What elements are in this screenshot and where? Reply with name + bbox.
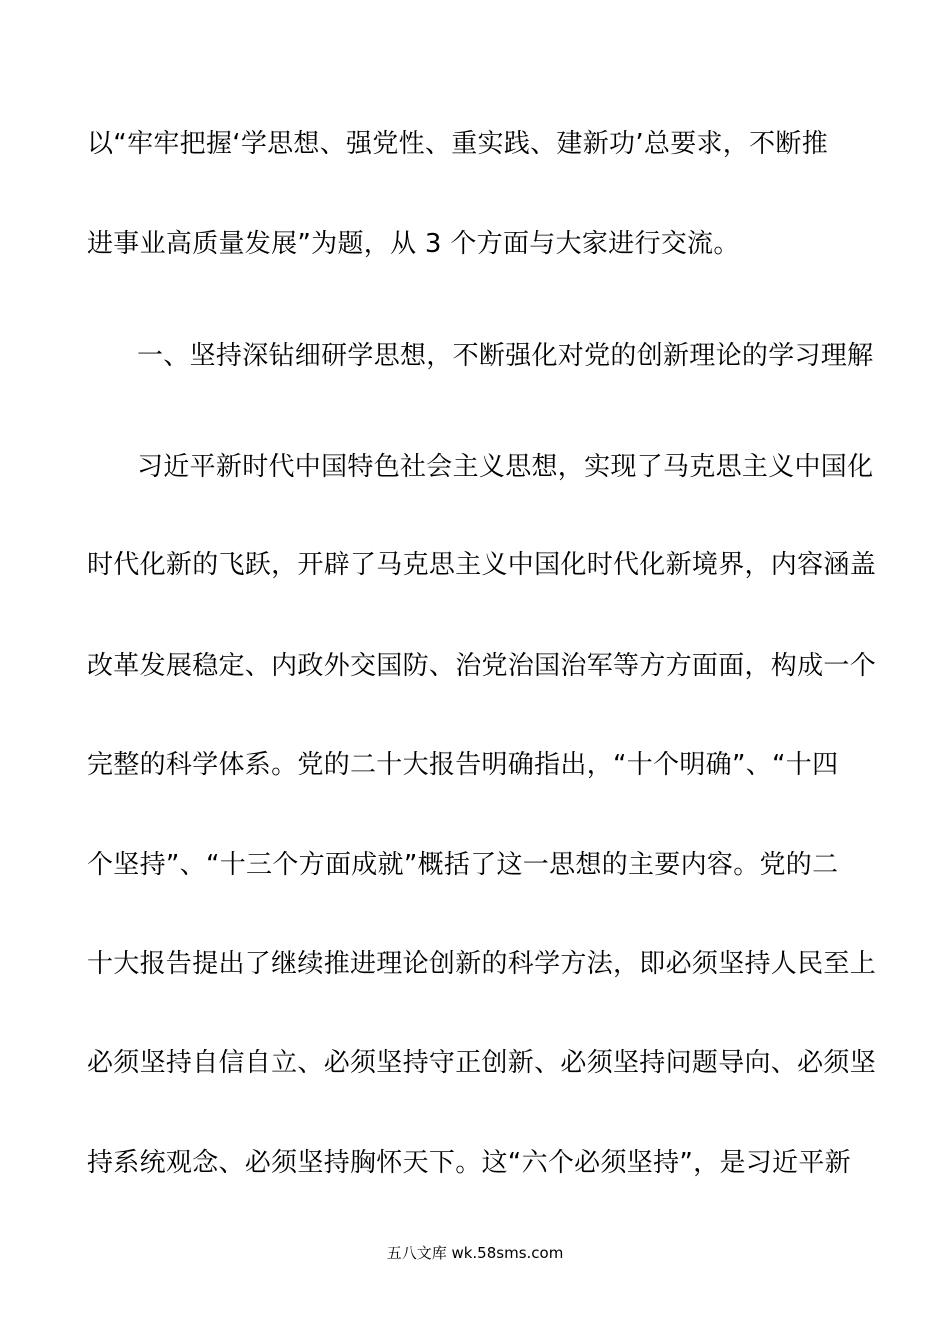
paragraph-line: 必须坚持自信自立、必须坚持守正创新、必须坚持问题导向、必须坚 <box>87 1048 877 1078</box>
paragraph-line: 个坚持”、“十三个方面成就”概括了这一思想的主要内容。党的二 <box>87 850 839 880</box>
paragraph-line: 十大报告提出了继续推进理论创新的科学方法，即必须坚持人民至上 <box>87 949 877 979</box>
section-heading: 一、坚持深钻细研学思想，不断强化对党的创新理论的学习理解 <box>137 341 874 371</box>
paragraph-line: 进事业高质量发展”为题，从 3 个方面与大家进行交流。 <box>87 229 740 259</box>
paragraph-line: 时代化新的飞跃，开辟了马克思主义中国化时代化新境界，内容涵盖 <box>87 550 877 580</box>
paragraph-line: 改革发展稳定、内政外交国防、治党治国治军等方方面面，构成一个 <box>87 651 877 681</box>
paragraph-line: 持系统观念、必须坚持胸怀天下。这“六个必须坚持”，是习近平新 <box>87 1148 851 1178</box>
paragraph-line: 完整的科学体系。党的二十大报告明确指出，“十个明确”、“十四 <box>87 750 839 780</box>
paragraph-line: 以“牢牢把握‘学思想、强党性、重实践、建新功’总要求，不断推 <box>87 129 828 159</box>
footer-watermark: 五八文库 wk.58sms.com <box>386 1244 564 1262</box>
paragraph-line: 习近平新时代中国特色社会主义思想，实现了马克思主义中国化 <box>137 452 874 482</box>
